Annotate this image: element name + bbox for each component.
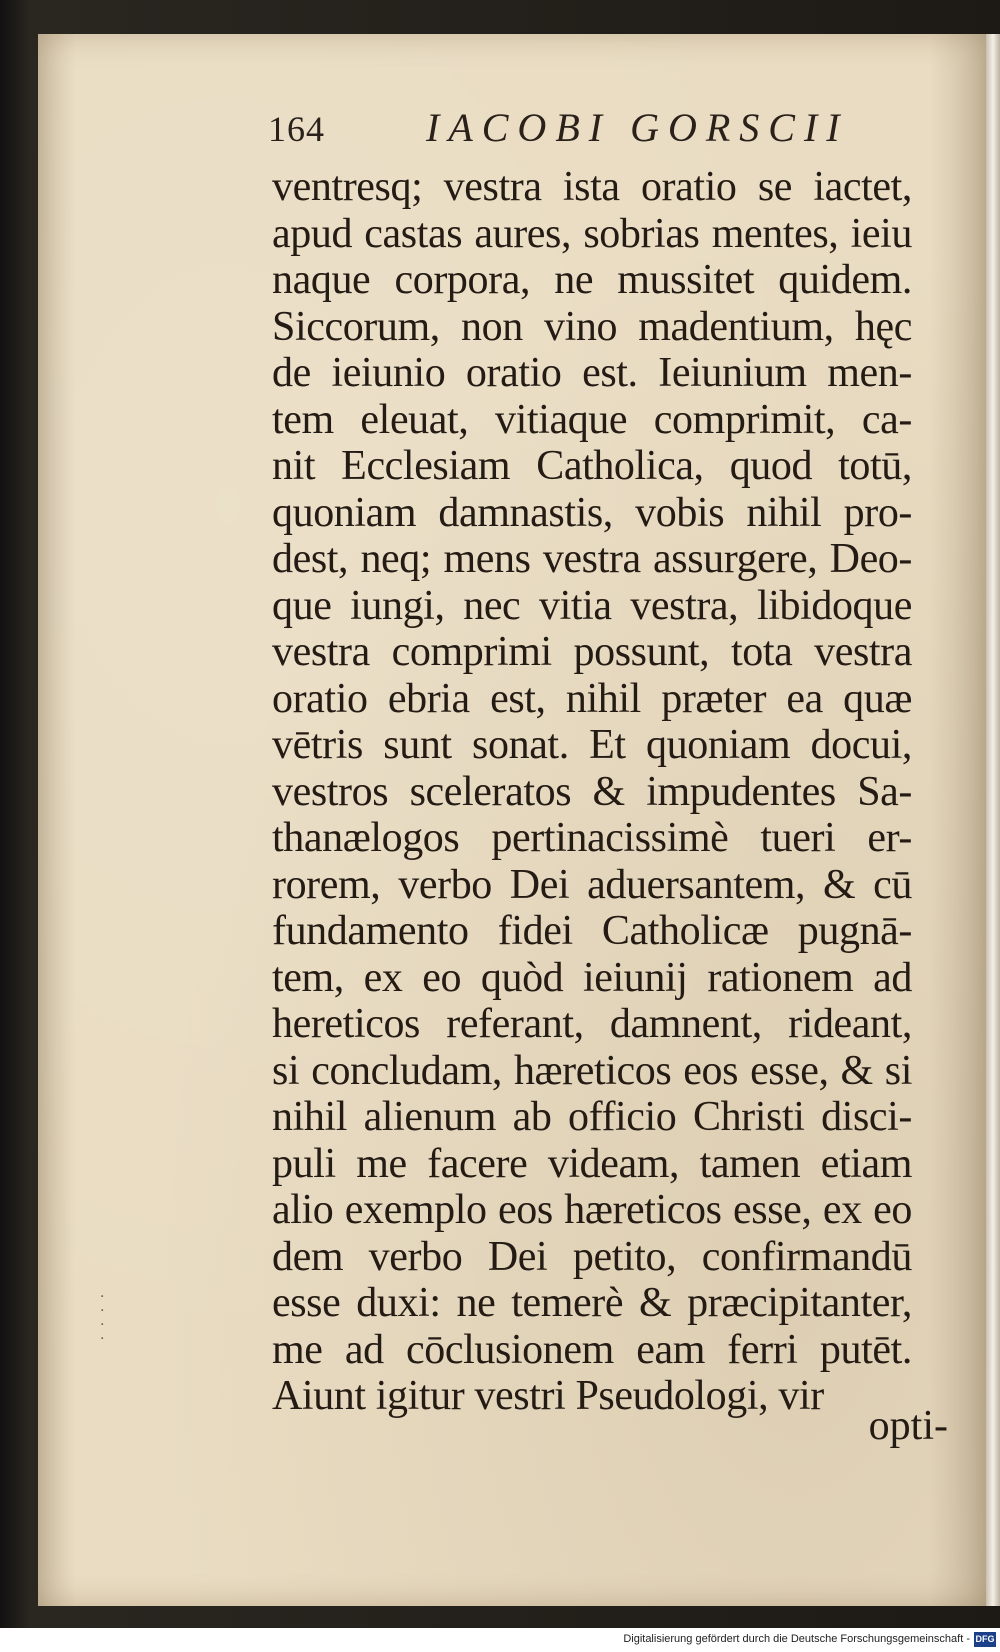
text-line: fundamento fidei Catholicæ pugnā- (272, 908, 912, 954)
text-line: nit Ecclesiam Catholica, quod totū, (272, 443, 912, 489)
text-line: thanælogos pertinacissimè tueri er- (272, 815, 912, 861)
text-line: Siccorum, non vino madentium, hęc (272, 303, 912, 350)
dfg-logo-icon: DFG (974, 1632, 996, 1647)
running-title: IACOBI GORSCII (426, 105, 849, 150)
text-line: naque corpora, ne mussitet quidem. (272, 257, 912, 303)
margin-marks: · · · · (100, 1289, 105, 1347)
text-line: ventresq; vestra ista oratio se iactet, (272, 164, 912, 210)
text-line: apud castas aures, sobrias mentes, ieiu (272, 210, 912, 257)
catchword: opti- (868, 1403, 948, 1449)
text-line: nihil alienum ab officio Christi disci- (272, 1094, 912, 1140)
text-line: puli me facere videam, tamen etiam (272, 1140, 912, 1187)
text-line: si concludam, hæreticos eos esse, & si (272, 1047, 912, 1094)
text-line: dest, neq; mens vestra assurgere, Deo- (272, 536, 912, 582)
page-number: 164 (268, 109, 325, 149)
text-line: de ieiunio oratio est. Ieiunium men- (272, 350, 912, 396)
text-line: Aiunt igitur vestri Pseudologi, vir (272, 1373, 824, 1419)
text-line: tem eleuat, vitiaque comprimit, ca- (272, 396, 912, 443)
funding-credit: Digitalisierung gefördert durch die Deutsche Forschungsgemeinschaft - (623, 1633, 970, 1645)
text-line: dem verbo Dei petito, confirmandū (272, 1233, 912, 1280)
text-line: esse duxi: ne temerè & præcipitanter, (272, 1280, 912, 1326)
text-line: vestra comprimi possunt, tota vestra (272, 629, 912, 675)
page-edge (986, 34, 1000, 1606)
text-line: alio exemplo eos hæreticos esse, ex eo (272, 1187, 912, 1233)
text-line: oratio ebria est, nihil præter ea quæ (272, 675, 912, 722)
text-line: vestros sceleratos & impudentes Sa- (272, 768, 912, 815)
text-line: que iungi, nec vitia vestra, libidoque (272, 582, 912, 629)
text-line: hereticos referant, damnent, rideant, (272, 1001, 912, 1047)
running-head (268, 104, 908, 154)
text-line: rorem, verbo Dei aduersantem, & cū (272, 861, 912, 908)
text-line: tem, ex eo quòd ieiunij rationem ad (272, 954, 912, 1001)
footer-bar (0, 1628, 1000, 1652)
text-line: me ad cōclusionem eam ferri putēt. (272, 1326, 912, 1373)
text-line: vētris sunt sonat. Et quoniam docui, (272, 722, 912, 768)
body-text (272, 164, 912, 1420)
text-line: quoniam damnastis, vobis nihil pro- (272, 489, 912, 536)
